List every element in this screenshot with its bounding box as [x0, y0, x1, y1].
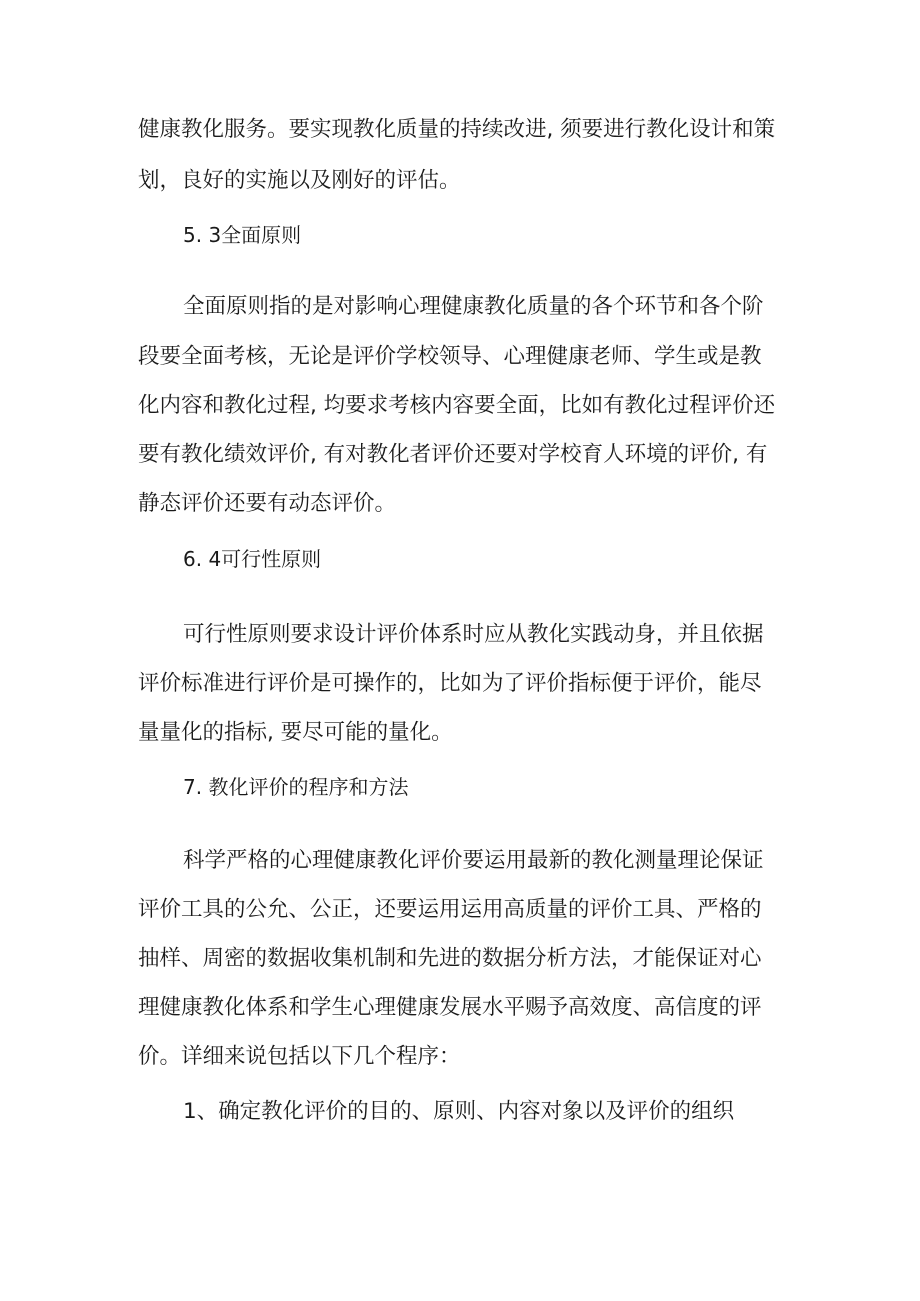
paragraph-line: 评价工具的公允、公正，还要运用运用高质量的评价工具、严格的 — [138, 897, 762, 922]
paragraph-line: 科学严格的心理健康教化评价要运用最新的教化测量理论保证 — [183, 848, 764, 873]
paragraph-line: 量量化的指标, 要尽可能的量化。 — [138, 720, 453, 745]
paragraph-line: 静态评价还要有动态评价。 — [138, 491, 397, 516]
section-heading: 7. 教化评价的程序和方法 — [183, 775, 409, 799]
section-heading: 6. 4可行性原则 — [183, 547, 322, 571]
paragraph-line: 段要全面考核，无论是评价学校领导、心理健康老师、学生或是教 — [138, 344, 762, 369]
paragraph-line: 全面原则指的是对影响心理健康教化质量的各个环节和各个阶 — [183, 294, 764, 319]
paragraph-line: 评价标准进行评价是可操作的，比如为了评价指标便于评价，能尽 — [138, 671, 762, 696]
paragraph-line: 抽样、周密的数据收集机制和先进的数据分析方法，才能保证对心 — [138, 946, 762, 971]
paragraph-line: 划，良好的实施以及刚好的评估。 — [138, 168, 461, 193]
paragraph-line: 要有教化绩效评价, 有对教化者评价还要对学校育人环境的评价, 有 — [138, 442, 768, 467]
paragraph-line: 1、确定教化评价的目的、原则、内容对象以及评价的组织 — [183, 1099, 735, 1124]
paragraph-line: 可行性原则要求设计评价体系时应从教化实践动身，并且依据 — [183, 622, 764, 647]
paragraph-line: 理健康教化体系和学生心理健康发展水平赐予高效度、高信度的评 — [138, 995, 762, 1020]
paragraph-line: 价。详细来说包括以下几个程序： — [138, 1044, 461, 1069]
section-heading: 5. 3全面原则 — [183, 223, 302, 247]
paragraph-line: 健康教化服务。要实现教化质量的持续改进, 须要进行教化设计和策 — [138, 117, 776, 142]
paragraph-line: 化内容和教化过程, 均要求考核内容要全面，比如有教化过程评价还 — [138, 393, 776, 418]
